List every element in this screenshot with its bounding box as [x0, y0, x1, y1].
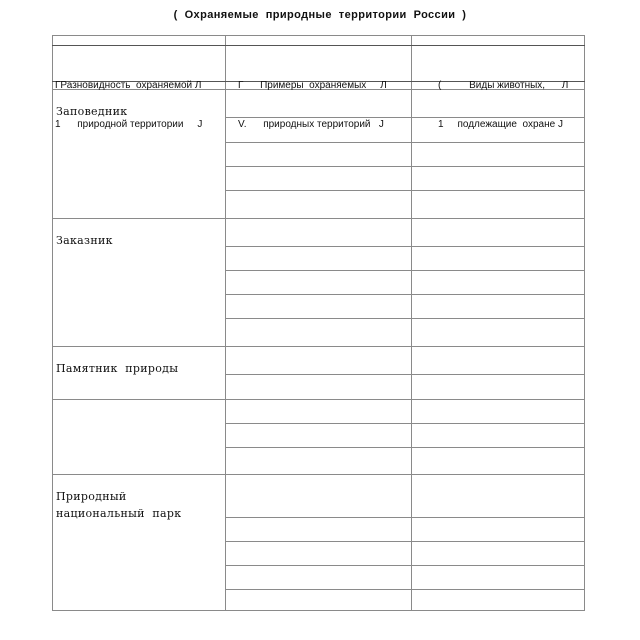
column-header-examples — [238, 53, 387, 144]
row-label-pamyatnik: Памятник природы — [56, 362, 179, 375]
row-label-national-park: Природный национальный парк — [56, 490, 182, 520]
column-header-line: V. природных территорий J — [238, 119, 384, 130]
column-header-line: ГРазновидность охраняемой Л — [55, 80, 202, 91]
column-header-line: 1 природной территории J — [55, 119, 203, 130]
column-header-line: 1 подлежащие охране J — [438, 119, 563, 130]
column-header-line: ( Виды животных, Л — [438, 80, 569, 91]
row-label-zakaznik: Заказник — [56, 234, 113, 247]
column-header-type — [55, 53, 202, 144]
row-label-zapovednik: Заповедник — [56, 105, 128, 118]
page-title: ( Охраняемые природные территории России ) — [173, 9, 467, 21]
column-header-line: Г Примеры охраняемых Л — [238, 80, 387, 91]
column-header-animals — [438, 53, 568, 144]
